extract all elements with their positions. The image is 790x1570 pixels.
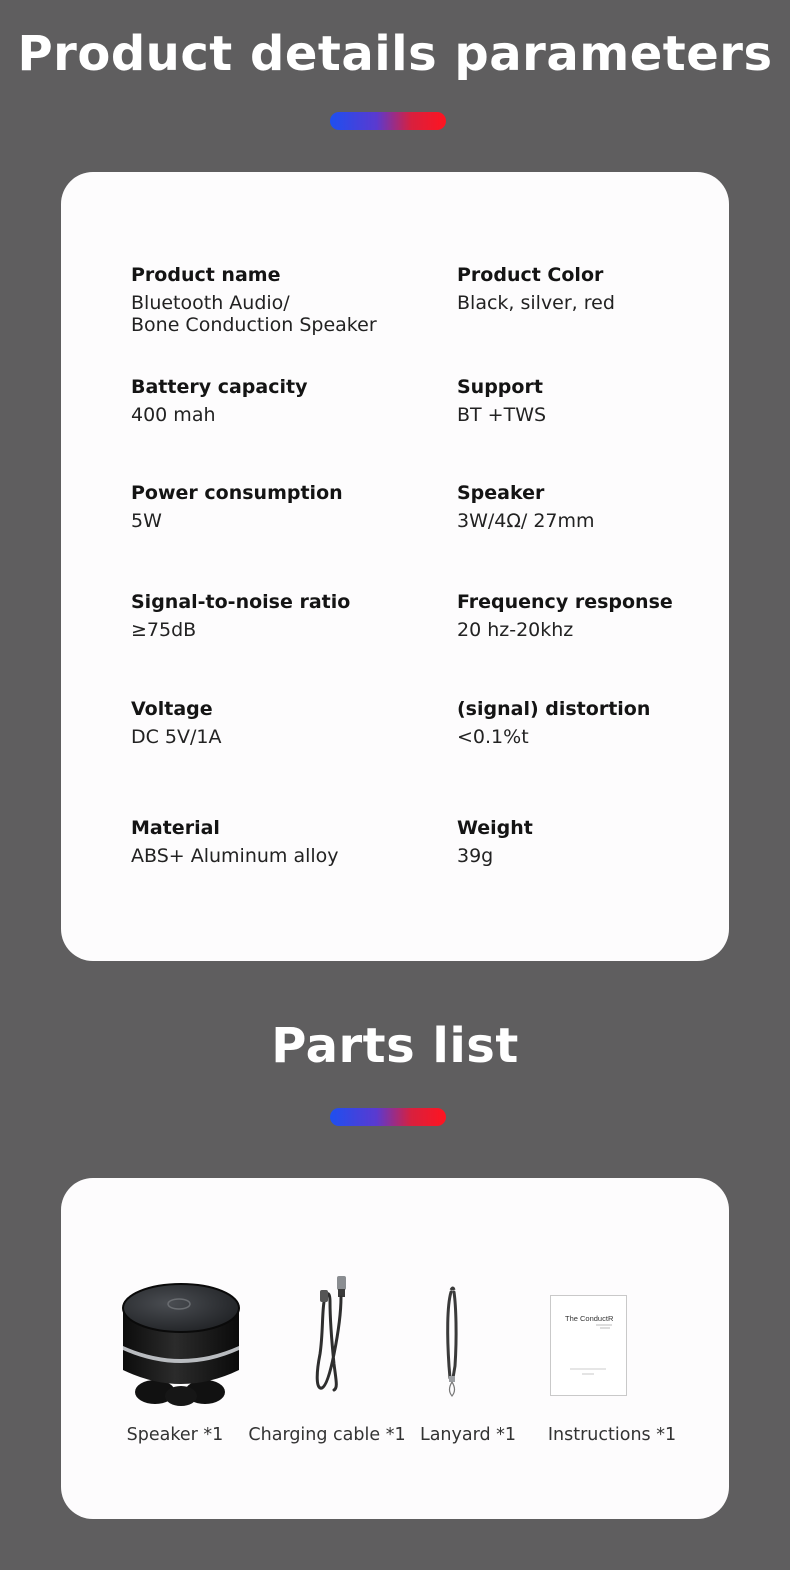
specs-section-title: Product details parameters [17, 26, 773, 82]
spec-label: Product name [131, 264, 281, 286]
spec-label: Weight [457, 817, 533, 839]
booklet-brand-text: The ConductR [565, 1314, 614, 1323]
spec-frequency-response [457, 590, 673, 641]
spec-weight [457, 816, 533, 867]
parts-card [61, 1178, 729, 1519]
spec-label: Material [131, 817, 220, 839]
part-label-instructions: Instructions *1 [547, 1425, 677, 1445]
spec-value: ABS+ Aluminum alloy [131, 845, 339, 867]
spec-value-line: Bone Conduction Speaker [131, 314, 377, 336]
spec-value: DC 5V/1A [131, 726, 222, 748]
spec-speaker [457, 481, 595, 532]
spec-value: ≥75dB [131, 619, 197, 641]
spec-support [457, 375, 546, 426]
spec-value: 5W [131, 510, 162, 532]
charging-cable-icon [308, 1274, 352, 1392]
spec-value: 3W/4Ω/ 27mm [457, 510, 595, 532]
spec-value: <0.1%t [457, 726, 529, 748]
speaker-icon [119, 1280, 243, 1408]
spec-value: BT +TWS [457, 404, 547, 426]
spec-product-color [457, 263, 615, 314]
spec-label: Signal-to-noise ratio [131, 591, 351, 613]
part-label-speaker: Speaker *1 [126, 1425, 224, 1445]
spec-value: 39g [457, 845, 494, 867]
spec-value: 20 hz-20khz [457, 619, 574, 641]
spec-value [131, 292, 377, 336]
lanyard-icon [443, 1286, 463, 1398]
spec-label: Voltage [131, 698, 213, 720]
spec-label: (signal) distortion [457, 698, 651, 720]
spec-battery-capacity [131, 375, 307, 426]
parts-section-title: Parts list [271, 1018, 519, 1074]
spec-value: Black, silver, red [457, 292, 615, 314]
spec-label: Support [457, 376, 543, 398]
spec-label: Frequency response [457, 591, 673, 613]
spec-voltage [131, 697, 222, 748]
instructions-booklet-icon [550, 1295, 627, 1396]
spec-label: Power consumption [131, 482, 343, 504]
spec-power-consumption [131, 481, 343, 532]
part-label-charging-cable: Charging cable *1 [248, 1425, 406, 1445]
spec-label: Battery capacity [131, 376, 308, 398]
part-label-lanyard: Lanyard *1 [419, 1425, 517, 1445]
spec-signal-to-noise [131, 590, 350, 641]
spec-label: Speaker [457, 482, 545, 504]
spec-value: 400 mah [131, 404, 216, 426]
accent-divider [330, 112, 446, 130]
spec-distortion [457, 697, 650, 748]
spec-value-line: Bluetooth Audio/ [131, 292, 290, 314]
spec-label: Product Color [457, 264, 604, 286]
specs-card [61, 172, 729, 961]
spec-material [131, 816, 339, 867]
accent-divider [330, 1108, 446, 1126]
spec-product-name [131, 263, 377, 336]
